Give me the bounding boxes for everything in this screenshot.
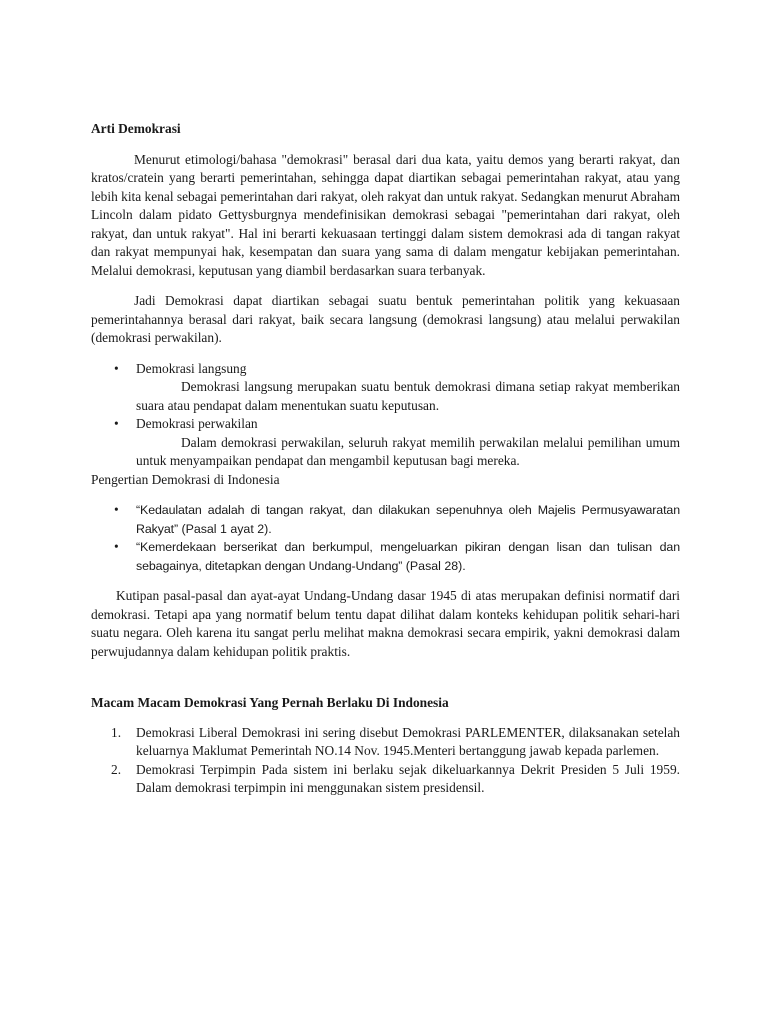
section-title-macam-demokrasi: Macam Macam Demokrasi Yang Pernah Berlaku Di Indonesia: [91, 695, 449, 710]
list-item-body: Dalam demokrasi perwakilan, seluruh rakyat memilih perwakilan melalui pemilihan umum untuk menyampaikan pendapat dan mengambil keputusan bagi mereka.: [136, 434, 680, 468]
list-item-body: Demokrasi langsung merupakan suatu bentuk demokrasi dimana setiap rakyat memberikan suara atau pendapat dalam menentukan suatu keputusan.: [136, 379, 680, 413]
demokrasi-types-list: [91, 360, 680, 471]
quote-reference: (Pasal 28).: [402, 558, 466, 573]
list-item-demokrasi-terpimpin: [91, 761, 680, 798]
section-title-pengertian: Pengertian Demokrasi di Indonesia: [91, 471, 280, 487]
quote-reference: (Pasal 1 ayat 2).: [178, 521, 272, 536]
document-page: [91, 120, 680, 798]
list-item-demokrasi-perwakilan: [91, 415, 680, 471]
list-item-text: Demokrasi Terpimpin Pada sistem ini berlaku sejak dikeluarkannya Dekrit Presiden 5 Juli 1959. Dalam demokrasi terpimpin ini menggunakan sistem presidensil.: [136, 761, 680, 795]
list-item-demokrasi-langsung: [91, 360, 680, 416]
bullet-icon: •: [114, 360, 119, 376]
section-title-arti-demokrasi: Arti Demokrasi: [91, 121, 181, 136]
list-item-demokrasi-liberal: [91, 724, 680, 761]
paragraph-jadi-demokrasi: Jadi Demokrasi dapat diartikan sebagai suatu bentuk pemerintahan politik yang kekuasaan pemerintahannya berasal dari rakyat, baik secara langsung (demokrasi langsung) atau melalui perwakilan (demokrasi perwakilan).: [91, 293, 680, 345]
paragraph-etimologi: Menurut etimologi/bahasa "demokrasi" berasal dari dua kata, yaitu demos yang berarti rakyat, dan kratos/cratein yang berarti pemerintahan, sehingga dapat diartikan sebagai pemerintahan rakyat, atau yang lebih kita kenal sebagai pemerintahan dari rakyat, oleh rakyat dan untuk rakyat. Sedangkan menurut Abraham Lincoln dalam pidato Gettysburgnya mendefinisikan demokrasi sebagai "pemerintahan dari rakyat, oleh rakyat, dan untuk rakyat". Hal ini berarti kekuasaan tertinggi dalam sistem demokrasi ada di tangan rakyat dan rakyat mempunyai hak, kesempatan dan suara yang sama di dalam mengatur kebijakan pemerintahan. Melalui demokrasi, keputusan yang diambil berdasarkan suara terbanyak.: [91, 151, 680, 278]
paragraph-kutipan: Kutipan pasal-pasal dan ayat-ayat Undang-Undang dasar 1945 di atas merupakan definisi normatif dari demokrasi. Tetapi apa yang normatif belum tentu dapat dilihat dalam konteks kehidupan politik sehari-hari suatu negara. Oleh karena itu sangat perlu melihat makna demokrasi secara empirik, yakni demokrasi dalam perwujudannya dalam kehidupan politik praktis.: [91, 588, 680, 659]
list-item-title: Demokrasi langsung: [136, 360, 247, 376]
macam-demokrasi-list: [91, 724, 680, 798]
bullet-icon: •: [114, 416, 119, 431]
bullet-icon: •: [114, 539, 119, 554]
list-item-text: Demokrasi Liberal Demokrasi ini sering disebut Demokrasi PARLEMENTER, dilaksanakan setelah keluarnya Maklumat Pemerintah NO.14 Nov. 1945.Menteri bertanggung jawab kepada parlemen.: [136, 724, 680, 758]
list-item-quote-pasal-28: [91, 538, 680, 575]
quote-text: “Kedaulatan adalah di tangan rakyat, dan dilakukan sepenuhnya oleh Majelis Permusyawaratan Rakyat”: [136, 503, 680, 536]
list-item-title: Demokrasi perwakilan: [136, 416, 258, 431]
list-item-number: 1.: [111, 724, 122, 740]
bullet-icon: •: [114, 502, 119, 517]
quote-text: “Kemerdekaan berserikat dan berkumpul, mengeluarkan pikiran dengan lisan dan tulisan dan sebagainya, ditetapkan dengan Undang-Undang”: [136, 540, 680, 573]
list-item-number: 2.: [111, 761, 122, 777]
list-item-quote-pasal-1: [91, 501, 680, 538]
pasal-quotes-list: [91, 501, 680, 575]
